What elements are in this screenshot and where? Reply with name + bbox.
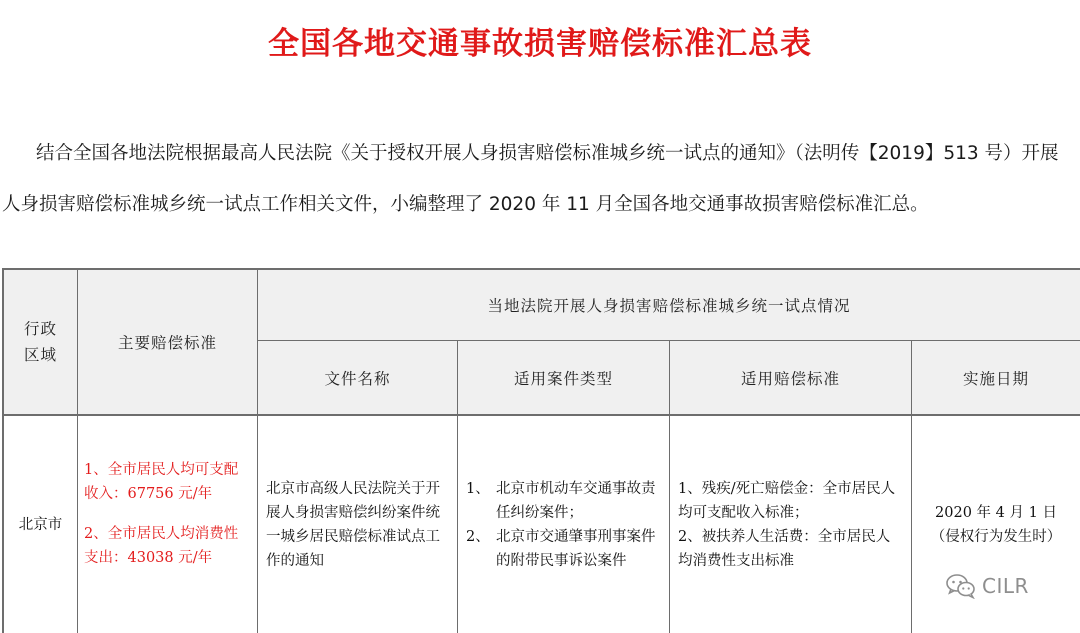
cell-case-types (466, 416, 662, 633)
cell-effective-date: 2020 年 4 月 1 日 （侵权行为发生时） (930, 504, 1062, 545)
header-doc-name: 文件名称 (324, 369, 391, 388)
watermark (946, 570, 1029, 602)
header-comp-standard: 适用赔偿标准 (740, 369, 840, 388)
wechat-icon (946, 573, 976, 599)
header-main-standard: 主要赔偿标准 (117, 334, 217, 352)
intro-line-1: 结合全国各地法院根据最高人民法院《关于授权开展人身损害赔偿标准城乡统一试点的通知》（法明传【2019】513 号）开展 (36, 143, 1059, 164)
header-case-type: 适用案件类型 (513, 369, 613, 388)
intro-paragraph (0, 128, 1078, 230)
header-effective-date: 实施日期 (962, 369, 1029, 388)
main-standard-item: 1、全市居民人均可支配收入：67756 元/年 (84, 462, 239, 502)
page-title: 全国各地交通事故损害赔偿标准汇总表 (268, 26, 812, 62)
cell-main-standard (84, 458, 246, 588)
watermark-text: CILR (982, 574, 1029, 598)
comp-standard-item: 1、残疾/死亡赔偿金：全市居民人均可支配收入标准； (678, 480, 896, 521)
intro-line-2: 人身损害赔偿标准城乡统一试点工作相关文件，小编整理了 2020 年 11 月全国各地交通事故损害赔偿标准汇总。 (2, 194, 929, 215)
header-region: 行政 区域 (23, 320, 57, 364)
case-type-item: 1、 北京市机动车交通事故责任纠纷案件； (466, 480, 656, 521)
compensation-table (0, 268, 1080, 633)
cell-comp-standard (678, 416, 904, 633)
cell-doc-name: 北京市高级人民法院关于开展人身损害赔偿纠纷案件统一城乡居民赔偿标准试点工作的通知 (266, 480, 440, 569)
comp-standard-item: 2、被扶养人生活费：全市居民人均消费性支出标准 (678, 528, 891, 569)
cell-region: 北京市 (18, 516, 63, 533)
header-pilot-group: 当地法院开展人身损害赔偿标准城乡统一试点情况 (487, 297, 851, 315)
main-standard-item: 2、全市居民人均消费性支出：43038 元/年 (84, 526, 239, 566)
case-type-item: 2、 北京市交通肇事刑事案件的附带民事诉讼案件 (466, 528, 656, 569)
